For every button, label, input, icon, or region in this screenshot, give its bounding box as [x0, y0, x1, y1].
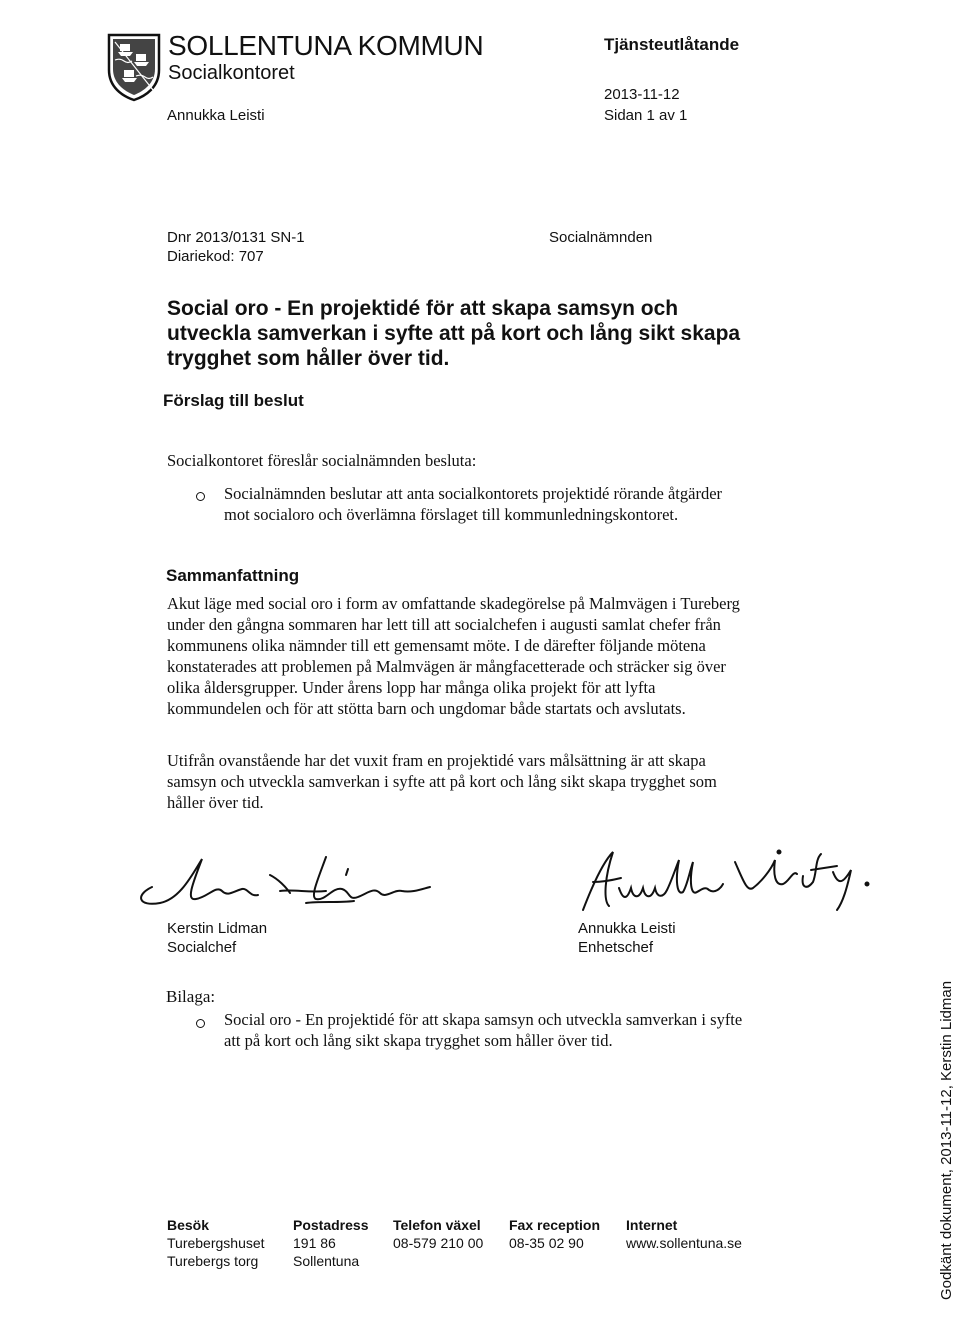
signatory-name-2: Annukka Leisti [578, 920, 676, 937]
section-heading-sammanfattning: Sammanfattning [166, 566, 300, 585]
footer-phone-heading: Telefon växel [393, 1217, 481, 1233]
bullet-icon [196, 492, 205, 501]
bullet-icon [196, 1019, 205, 1028]
page-number: Sidan 1 av 1 [604, 107, 688, 124]
summary-paragraph-2: Utifrån ovanstående har det vuxit fram en projektidé vars målsättning är att skapa samsyn och utveckla samverkan i syfte att på kort och lång sikt skapa trygghet som håller över tid. [167, 751, 717, 812]
footer-website[interactable]: www.sollentuna.se [626, 1235, 742, 1251]
department-name: Socialkontoret [168, 62, 295, 84]
signature-kerstin-lidman [130, 845, 460, 925]
diary-code: Diariekod: 707 [167, 248, 264, 265]
document-date: 2013-11-12 [604, 86, 680, 103]
footer-postal-line-1: 191 86 [293, 1235, 336, 1251]
footer-fax-heading: Fax reception [509, 1217, 601, 1233]
footer-internet [626, 1216, 742, 1252]
forslag-intro: Socialkontoret föreslår socialnämnden besluta: [167, 451, 477, 470]
footer-phone-number: 08-579 210 00 [393, 1235, 484, 1251]
footer-postal-heading: Postadress [293, 1217, 369, 1233]
footer-visit-line-2: Turebergs torg [167, 1253, 259, 1269]
attachment-label: Bilaga: [166, 987, 216, 1006]
footer-fax [509, 1216, 600, 1252]
municipal-coat-of-arms-icon [106, 32, 162, 102]
section-heading-forslag: Förslag till beslut [163, 391, 304, 410]
signatory-name-1: Kerstin Lidman [167, 920, 268, 937]
footer-visit [167, 1216, 265, 1270]
recipient: Socialnämnden [549, 229, 653, 246]
footer-visit-line-1: Turebergshuset [167, 1235, 265, 1251]
footer-internet-heading: Internet [626, 1217, 678, 1233]
forslag-bullet-text: Socialnämnden beslutar att anta socialkontorets projektidé rörande åtgärder mot socialoro och överlämna förslaget till kommunledningskontoret. [224, 484, 723, 524]
document-title: Social oro - En projektidé för att skapa samsyn och utveckla samverkan i syfte att på kort och lång sikt skapa trygghet som håller över tid. [167, 297, 741, 370]
document-type: Tjänsteutlåtande [604, 35, 740, 54]
summary-paragraph-1: Akut läge med social oro i form av omfattande skadegörelse på Malmvägen i Tureberg under den gångna sommaren har lett till att socialchefen i augusti samlat chefer från kommunens olika nämnder till ett gemensamt möte. I de därefter följande mötena konstaterades att problemen på Malmvägen är mångfacetterade och sträcker sig över olika åldersgrupper. Under årens lopp har många olika projekt för att lyfta kommundelen och för att stötta barn och ungdomar både startats och avslutats. [167, 594, 740, 718]
footer-postal [293, 1216, 368, 1270]
author-name: Annukka Leisti [167, 107, 265, 124]
reference-number: Dnr 2013/0131 SN-1 [167, 229, 305, 246]
footer-postal-line-2: Sollentuna [293, 1253, 360, 1269]
attachment-item: Social oro - En projektidé för att skapa samsyn och utveckla samverkan i syfte att på kort och lång sikt skapa trygghet som håller över tid. [224, 1010, 743, 1050]
approval-note: Godkänt dokument, 2013-11-12, Kerstin Lidman [938, 980, 955, 1300]
signatory-role-2: Enhetschef [578, 939, 654, 956]
footer-phone [393, 1216, 483, 1252]
signature-annukka-leisti [575, 840, 875, 920]
footer-fax-number: 08-35 02 90 [509, 1235, 584, 1251]
signatory-role-1: Socialchef [167, 939, 237, 956]
organization-name: SOLLENTUNA KOMMUN [168, 30, 484, 61]
footer-visit-heading: Besök [167, 1217, 210, 1233]
